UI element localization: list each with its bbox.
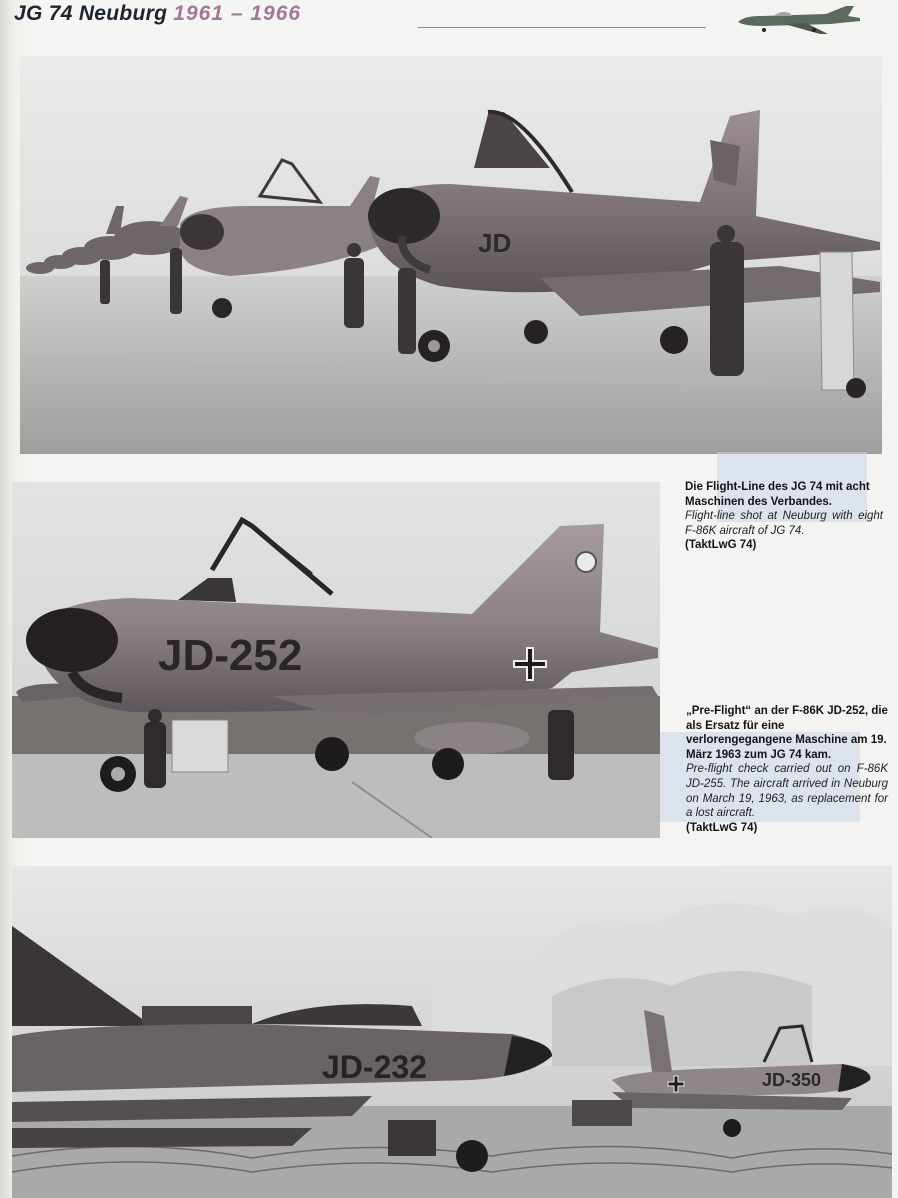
caption-german: Die Flight-Line des JG 74 mit acht Maschinen des Verbandes. [685, 481, 870, 508]
photo-pre-flight [12, 482, 660, 838]
serial-jd-252: JD-252 [158, 631, 303, 680]
title-years: 1961 – 1966 [173, 2, 302, 25]
caption-english: Pre-flight check carried out on F-86K JD-255. The aircraft arrived in Neuburg on March 19, 1963, as replacement for a lost aircraft. [686, 763, 888, 820]
photo-ramp [12, 866, 892, 1198]
caption-credit: (TaktLwG 74) [685, 539, 757, 552]
caption-german: „Pre-Flight“ an der F-86K JD-252, die als Ersatz für eine verlorengegangene Maschine am 19. März 1963 zum JG 74 kam. [686, 705, 888, 761]
serial-jd-350: JD-350 [762, 1070, 822, 1090]
page-title [14, 2, 301, 26]
header-jet-illustration [734, 2, 866, 38]
title-text: JG 74 Neuburg [14, 2, 168, 25]
header-rule [418, 27, 706, 28]
caption-pre-flight [686, 704, 888, 835]
photo-flight-line [20, 56, 882, 454]
svg-text:JD: JD [478, 228, 512, 258]
caption-english: Flight-line shot at Neuburg with eight F-86K aircraft of JG 74. [685, 510, 883, 537]
serial-jd-232: JD-232 [322, 1049, 427, 1085]
caption-credit: (TaktLwG 74) [686, 821, 758, 834]
caption-flight-line [685, 480, 883, 553]
